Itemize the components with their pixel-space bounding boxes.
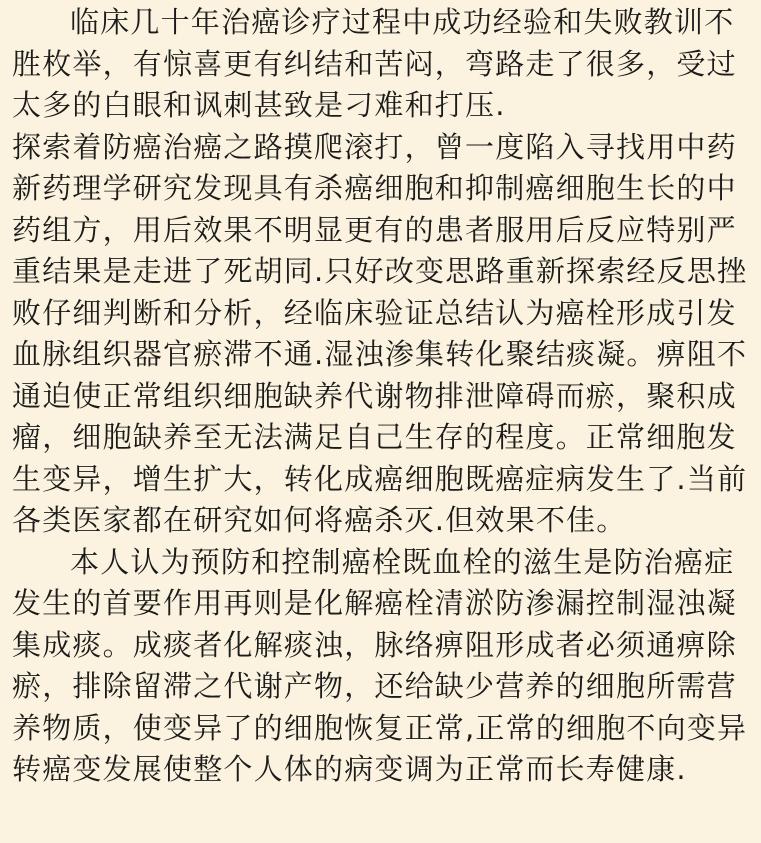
- paragraph-prevention-and-treatment: 本人认为预防和控制癌栓既血栓的滋生是防治癌症发生的首要作用再则是化解癌栓清淤防渗漏控制湿浊凝集成痰。成痰者化解痰浊，脉络痹阻形成者必须通痹除瘀，排除留滞之代谢产物，还给缺少营养的细胞所需营养物质，使变异了的细胞恢复正常,正常的细胞不向变异转癌变发展使整个人体的病变调为正常而长寿健康.: [12, 544, 748, 786]
- paragraph-clinical-experience: 临床几十年治癌诊疗过程中成功经验和失败教训不胜枚举，有惊喜更有纠结和苦闷，弯路走了很多，受过太多的白眼和讽刺甚致是刁难和打压.: [12, 5, 737, 122]
- paragraph-exploration-and-analysis: 探索着防癌治癌之路摸爬滚打，曾一度陷入寻找用中药新药理学研究发现具有杀癌细胞和抑制癌细胞生长的中药组方，用后效果不明显更有的患者服用后反应特别严重结果是走进了死胡同.只好改变思路重新探索经反思挫败仔细判断和分析，经临床验证总结认为癌栓形成引发血脉组织器官瘀滞不通.湿浊渗集转化聚结痰凝。痹阻不通迫使正常组织细胞缺养代谢物排泄障碍而瘀，聚积成瘤，细胞缺养至无法满足自己生存的程度。正常细胞发生变异，增生扩大，转化成癌细胞既癌症病发生了.当前各类医家都在研究如何将癌杀灭.但效果不佳。: [12, 129, 748, 537]
- article-body: [12, 2, 751, 791]
